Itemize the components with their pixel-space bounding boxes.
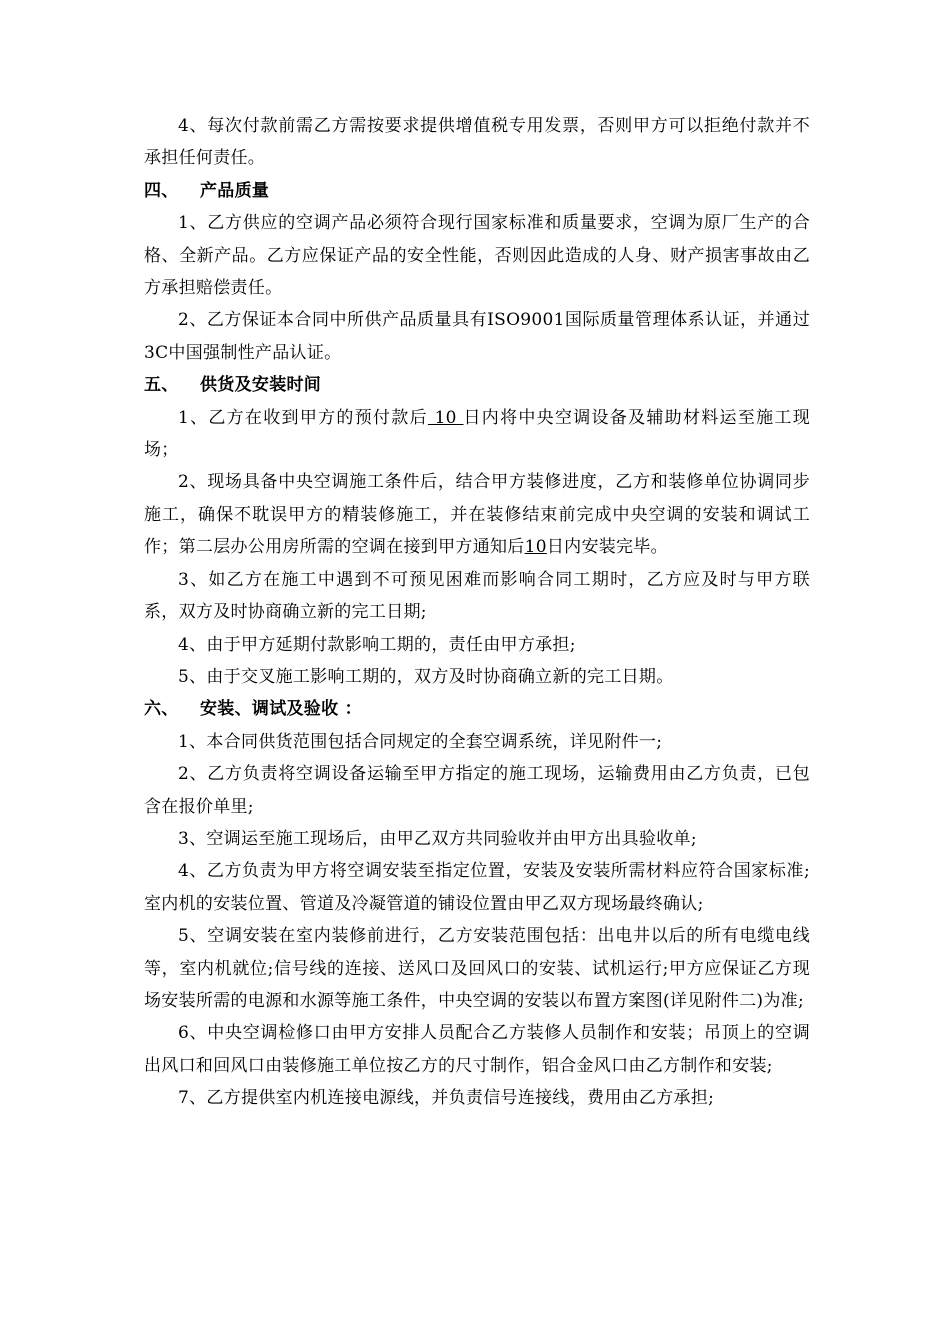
section-heading-installation-acceptance [144,693,810,725]
clause-install-5: 5、空调安装在室内装修前进行，乙方安装范围包括：出电井以后的所有电缆电线等，室内机就位;信号线的连接、送风口及回风口的安装、试机运行;甲方应保证乙方现场安装所需的电源和水源等施工条件，中央空调的安装以布置方案图(详见附件二)为准; [144,926,810,1011]
clause-install-7: 7、乙方提供室内机连接电源线，并负责信号连接线，费用由乙方承担; [178,1088,715,1109]
section-number: 四、 [144,180,179,201]
section-heading-product-quality [144,175,810,207]
clause-install-4: 4、乙方负责为甲方将空调安装至指定位置，安装及安装所需材料应符合国家标准;室内机的安装位置、管道及冷凝管道的铺设位置由甲乙双方现场最终确认; [144,861,810,914]
section-title: 安装、调试及验收 ： [200,699,362,720]
clause-delivery-4: 4、由于甲方延期付款影响工期的，责任由甲方承担; [178,634,576,655]
paragraph-payment-invoice: 4、每次付款前需乙方需按要求提供增值税专用发票，否则甲方可以拒绝付款并不承担任何责任。 [144,116,810,169]
clause-install-1: 1、本合同供货范围包括合同规定的全套空调系统，详见附件一; [178,731,663,752]
clause-text: 日内将中央空调设备及辅助材料运至施工现场； [144,407,811,461]
clause-delivery-3: 3、如乙方在施工中遇到不可预见困难而影响合同工期时，乙方应及时与甲方联系，双方及时协商确立新的完工日期; [144,569,810,623]
clause-text: 日内安装完毕。 [546,537,668,558]
clause-install-3: 3、空调运至施工现场后，由甲乙双方共同验收并由甲方出具验收单; [178,828,697,849]
clause-quality-2: 2、乙方保证本合同中所供产品质量具有ISO9001国际质量管理体系认证，并通过3C中国强制性产品认证。 [144,310,810,363]
underlined-days-value: 10 [524,537,547,558]
clause-install-2: 2、乙方负责将空调设备运输至甲方指定的施工现场，运输费用由乙方负责，已包含在报价单里; [144,764,810,817]
clause-quality-1: 1、乙方供应的空调产品必须符合现行国家标准和质量要求，空调为原厂生产的合格、全新产品。乙方应保证产品的安全性能，否则因此造成的人身、财产损害事故由乙方承担赔偿责任。 [144,213,810,299]
section-title: 供货及安装时间 [200,375,322,396]
section-number: 六、 [144,699,179,720]
section-heading-delivery-installation-time [144,369,810,401]
section-title: 产品质量 [200,180,270,201]
section-number: 五、 [144,375,179,396]
clause-text: 1、乙方在收到甲方的预付款后 [178,407,428,428]
clause-install-6: 6、中央空调检修口由甲方安排人员配合乙方装修人员制作和安装；吊顶上的空调出风口和回风口由装修施工单位按乙方的尺寸制作，铝合金风口由乙方制作和安装; [144,1023,810,1076]
clause-delivery-1 [144,402,810,467]
document-body [144,110,810,1115]
clause-delivery-2 [144,466,810,563]
clause-delivery-5: 5、由于交叉施工影响工期的，双方及时协商确立新的完工日期。 [178,666,674,687]
underlined-days-value: 10 [427,407,464,428]
clause-text: 2、现场具备中央空调施工条件后，结合甲方装修进度，乙方和装修单位协调同步施工，确保不耽误甲方的精装修施工，并在装修结束前完成中央空调的安装和调试工作；第二层办公用房所需的空调在接到甲方通知后 [144,472,810,558]
